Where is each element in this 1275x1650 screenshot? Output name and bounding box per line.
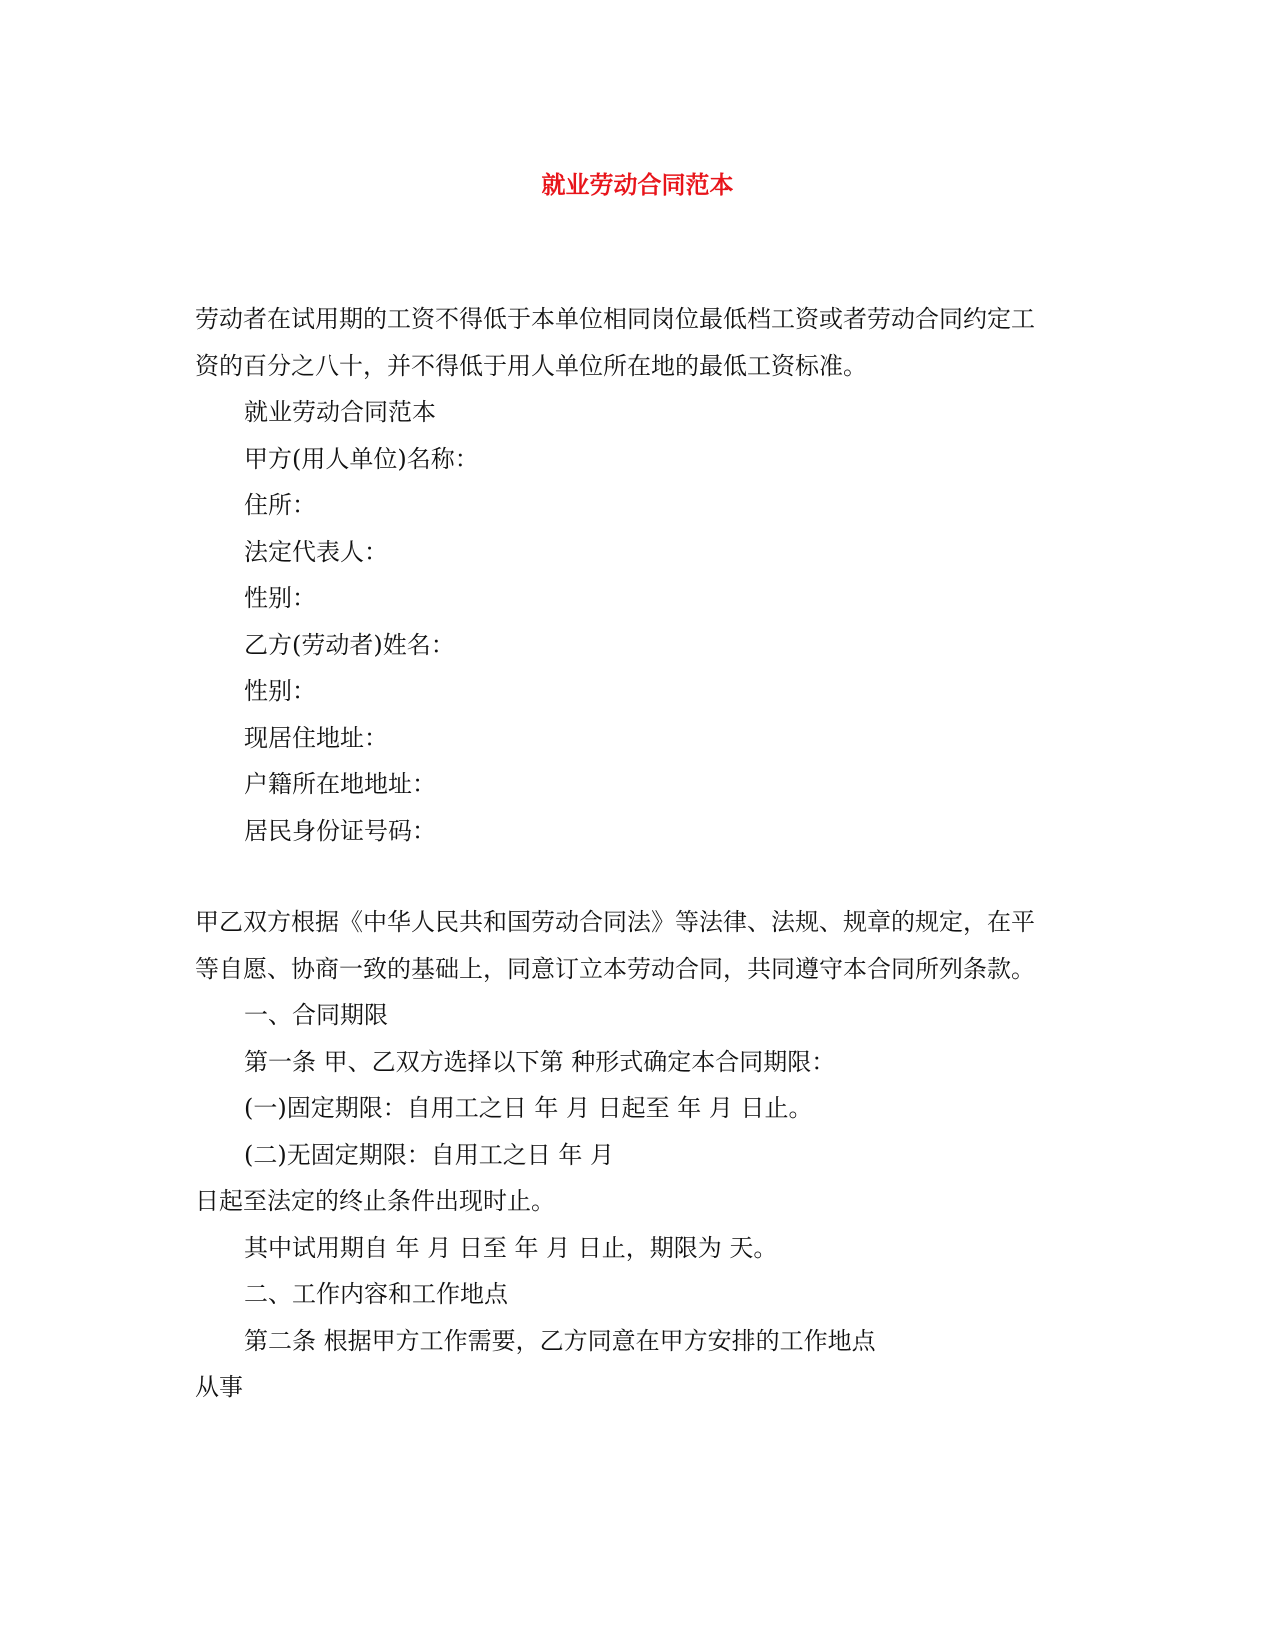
article-line: (二)无固定期限：自用工之日 年 月 (244, 1141, 614, 1169)
document-title: 就业劳动合同范本 (541, 170, 734, 199)
article-line: 从事 (195, 1373, 243, 1401)
paragraph-line: 资的百分之八十，并不得低于用人单位所在地的最低工资标准。 (195, 352, 867, 380)
section-heading: 二、工作内容和工作地点 (244, 1280, 508, 1308)
paragraph-line: 甲乙双方根据《中华人民共和国劳动合同法》等法律、法规、规章的规定，在平 (195, 908, 1035, 936)
paragraph-line: 等自愿、协商一致的基础上，同意订立本劳动合同，共同遵守本合同所列条款。 (195, 955, 1035, 983)
field-label-gender: 性别： (244, 584, 316, 612)
section-heading: 一、合同期限 (244, 1001, 388, 1029)
paragraph-line: 劳动者在试用期的工资不得低于本单位相同岗位最低档工资或者劳动合同约定工 (195, 305, 1035, 333)
field-label-id-number: 居民身份证号码： (244, 817, 436, 845)
article-line: (一)固定期限：自用工之日 年 月 日起至 年 月 日止。 (244, 1094, 813, 1122)
field-label-current-address: 现居住地址： (244, 724, 388, 752)
field-label-address: 住所： (244, 491, 316, 519)
field-label-legal-representative: 法定代表人： (244, 538, 388, 566)
field-label-employer-name: 甲方(用人单位)名称： (244, 445, 479, 473)
article-line: 其中试用期自 年 月 日至 年 月 日止，期限为 天。 (244, 1234, 778, 1262)
field-label-employee-name: 乙方(劳动者)姓名： (244, 631, 455, 659)
field-label-employee-gender: 性别： (244, 677, 316, 705)
article-line: 第二条 根据甲方工作需要，乙方同意在甲方安排的工作地点 (244, 1327, 876, 1355)
paragraph-line: 就业劳动合同范本 (244, 398, 436, 426)
article-line: 日起至法定的终止条件出现时止。 (195, 1187, 555, 1215)
field-label-household-address: 户籍所在地地址： (244, 770, 436, 798)
article-line: 第一条 甲、乙双方选择以下第 种形式确定本合同期限： (244, 1048, 836, 1076)
